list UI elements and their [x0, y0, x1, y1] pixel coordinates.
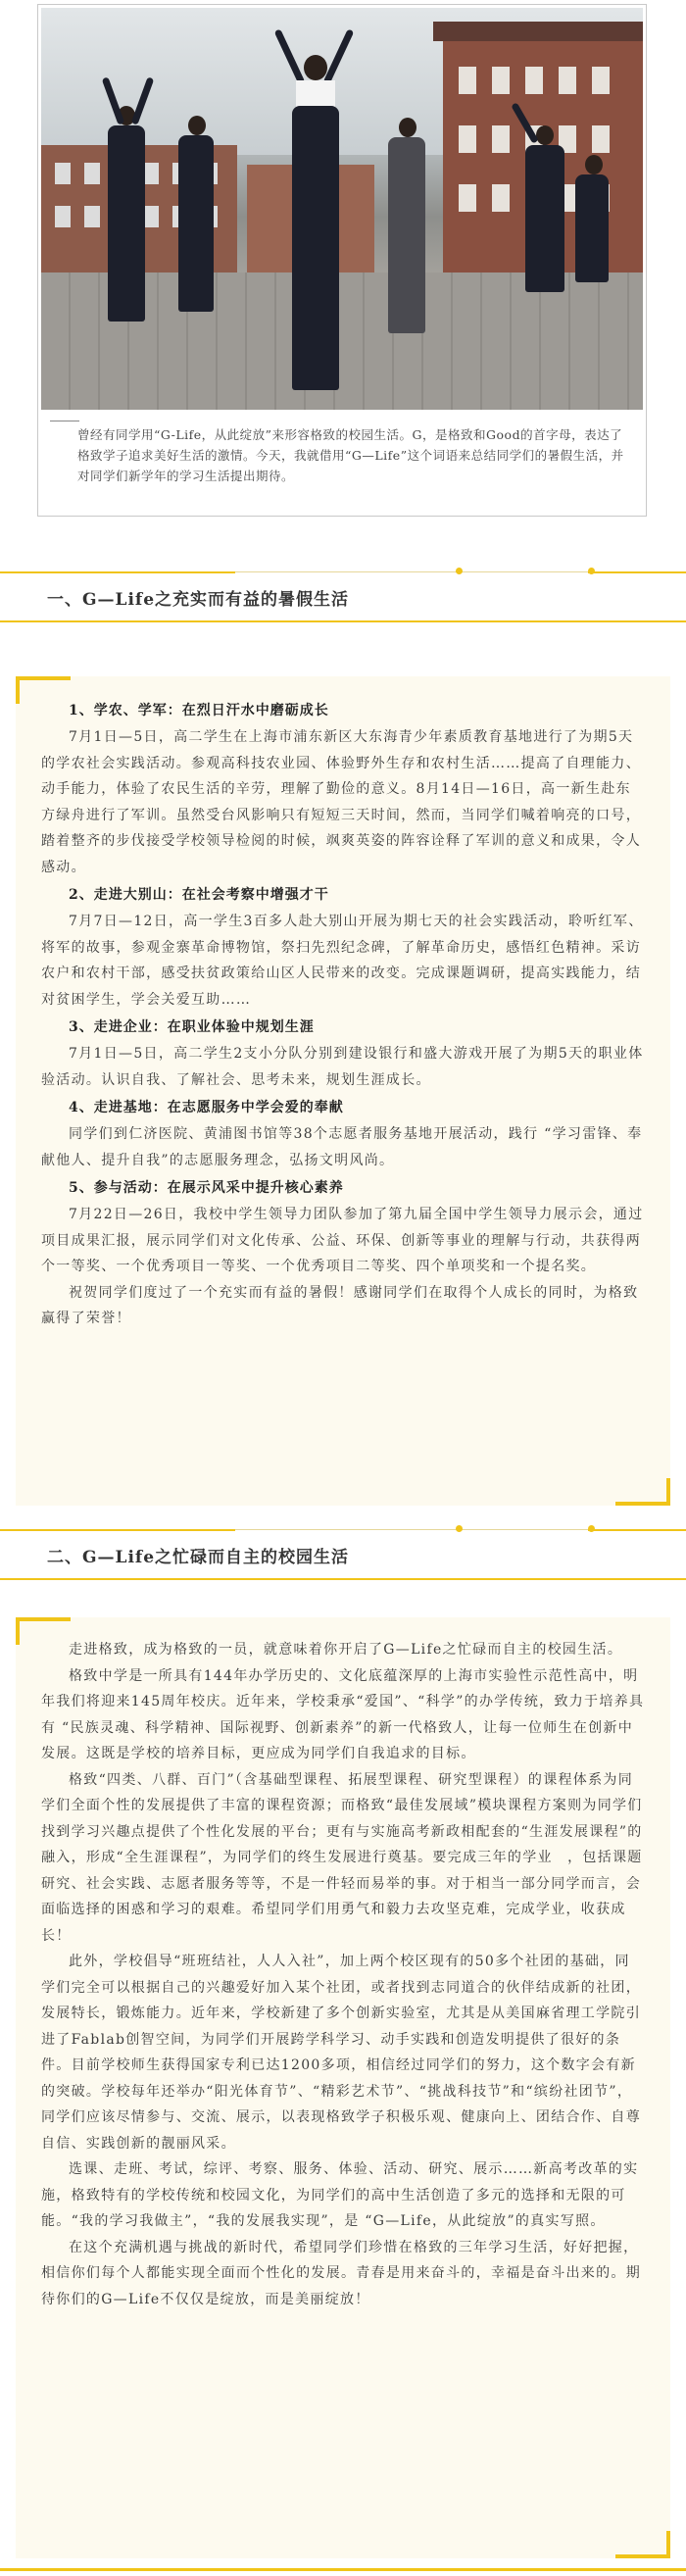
section2-box — [16, 1617, 670, 2558]
section1-box — [16, 676, 670, 1506]
item1-heading: 1、学农、学军：在烈日汗水中磨砺成长 — [69, 703, 329, 718]
item3-heading: 3、走进企业：在职业体验中规划生涯 — [69, 1019, 315, 1035]
intro-caption: 曾经有同学用“G-Life，从此绽放”来形容格致的校园生活。G，是格致和Good的首字母，表达了格致学子追求美好生活的激情。今天，我就借用“G—Life”这个词语来总结同学们的暑假生活，并对同学们新学年的学习生活提出期待。 — [77, 427, 624, 483]
section1-header — [0, 571, 686, 630]
s2-paragraph-4: 此外，学校倡导“班班结社，人人入社”，加上两个校区现有的50多个社团的基础，同学们完全可以根据自己的兴趣爱好加入某个社团，或者找到志同道合的伙伴结成新的社团，发展特长，锻炼能力。近年来，学校新建了多个创新实验室，尤其是从美国麻省理工学院引进了Fablab创智空间，为同学们开展跨学科学习、动手实践和创造发明提供了很好的条件。目前学校师生获得国家专利已达1200多项，相信经过同学们的努力，这个数字会有新的突破。学校每年还举办“阳光体育节”、“精彩艺术节”、“挑战科技节”和“缤纷社团节”，同学们应该尽情参与、交流、展示，以表现格致学子积极乐观、健康向上、团结合作、自尊自信、实践创新的靓丽风采。 — [41, 1954, 641, 2152]
item4-paragraph: 同学们到仁济医院、黄浦图书馆等38个志愿者服务基地开展活动，践行 “学习雷锋、奉献他人、提升自我”的志愿服务理念，弘扬文明风尚。 — [41, 1126, 643, 1168]
item5-heading: 5、参与活动：在展示风采中提升核心素养 — [69, 1180, 344, 1196]
congrats-paragraph: 祝贺同学们度过了一个充实而有益的暑假！感谢同学们在取得个人成长的同时，为格致赢得了荣誉！ — [41, 1284, 639, 1326]
s2-paragraph-1: 走进格致，成为格致的一员，就意味着你开启了G—Life之忙碌而自主的校园生活。 — [69, 1642, 623, 1658]
section1-title: 一、G—Life之充实而有益的暑假生活 — [47, 590, 350, 610]
intro-card — [37, 4, 647, 517]
item3-paragraph: 7月1日—5日，高二学生2支小分队分别到建设银行和盛大游戏开展了为期5天的职业体验活动。认识自我、了解社会、思考未来，规划生涯成长。 — [41, 1046, 644, 1088]
item2-heading: 2、走进大别山：在社会考察中增强才干 — [69, 887, 329, 903]
item5-paragraph: 7月22日—26日，我校中学生领导力团队参加了第九届全国中学生领导力展示会，通过项目成果汇报，展示同学们对文化传承、公益、环保、创新等事业的理解与行动，共获得两个一等奖、一个优秀项目一等奖、一个优秀项目二等奖、四个单项奖和一个提名奖。 — [41, 1207, 644, 1274]
item2-paragraph: 7月7日—12日，高一学生3百多人赴大别山开展为期七天的社会实践活动，聆听红军、将军的故事，参观金寨革命博物馆，祭扫先烈纪念碑，了解革命历史，感悟红色精神。采访农户和农村干部，感受扶贫政策给山区人民带来的改变。完成课题调研，提高实践能力，结对贫困学生，学会关爱互助…… — [41, 914, 644, 1008]
item1-paragraph: 7月1日—5日，高二学生在上海市浦东新区大东海青少年素质教育基地进行了为期5天的学农社会实践活动。参观高科技农业园、体验野外生存和农村生活……提高了自理能力、动手能力，体验了农民生活的辛劳，理解了勤俭的意义。8月14日—16日，高一新生赴东方绿舟进行了军训。虽然受台风影响只有短短三天时间，然而，当同学们喊着响亮的口号，踏着整齐的步伐接受学校领导检阅的时候，飒爽英姿的阵容诠释了军训的意义和成果，令人感动。 — [41, 729, 641, 875]
section2-header — [0, 1529, 686, 1588]
page-bottom-rule — [0, 2568, 686, 2571]
students-jumping-photo — [41, 8, 643, 410]
item4-heading: 4、走进基地：在志愿服务中学会爱的奉献 — [69, 1100, 344, 1115]
s2-paragraph-3: 格致“四类、八群、百门”（含基础型课程、拓展型课程、研究型课程）的课程体系为同学们全面个性的发展提供了丰富的课程资源；而格致“最佳发展域”模块课程方案则为同学们找到学习兴趣点提供了个性化发展的平台；更有与实施高考新政相配套的“生涯发展课程”的融入，形成“全生涯课程”，为同学们的终生发展进行奠基。要完成三年的学业 ，包括课题研究、社会实践、志愿者服务等等，不是一件轻而易举的事。对于相当一部分同学而言，会面临选择的困惑和学习的艰难。希望同学们用勇气和毅力去攻坚克难，完成学业，收获成长！ — [41, 1771, 643, 1944]
s2-paragraph-2: 格致中学是一所具有144年办学历史的、文化底蕴深厚的上海市实验性示范性高中，明年我们将迎来145周年校庆。近年来，学校秉承“爱国”、“科学”的办学传统，致力于培养具有 “民族灵魂、科学精神、国际视野、创新素养”的新一代格致人，让每一位师生在创新中发展。这既是学校的培养目标，更应成为同学们自我追求的目标。 — [41, 1667, 645, 1761]
s2-paragraph-5: 选课、走班、考试，综评、考察、服务、体验、活动、研究、展示……新高考改革的实施，格致特有的学校传统和校园文化，为同学们的高中生活创造了多元的选择和无限的可能。“我的学习我做主”，“我的发展我实现”，是 “G—Life，从此绽放”的真实写照。 — [41, 2161, 639, 2229]
s2-paragraph-6: 在这个充满机遇与挑战的新时代，希望同学们珍惜在格致的三年学习生活，好好把握，相信你们每个人都能实现全面而个性化的发展。青春是用来奋斗的，幸福是奋斗出来的。期待你们的G—Life不仅仅是绽放，而是美丽绽放！ — [41, 2239, 641, 2307]
section2-title: 二、G—Life之忙碌而自主的校园生活 — [47, 1548, 350, 1567]
